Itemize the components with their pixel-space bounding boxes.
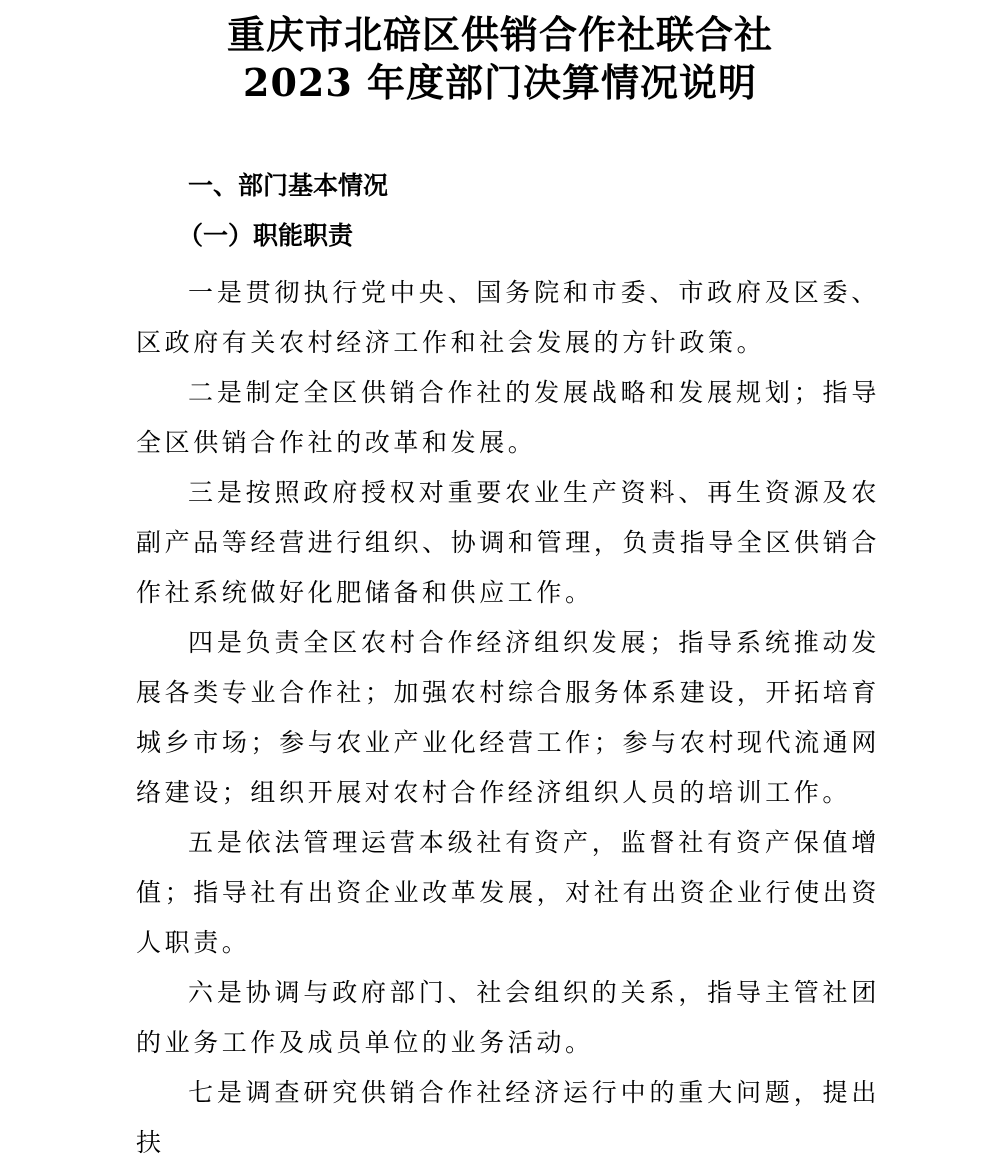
document-title-line1: 重庆市北碚区供销合作社联合社: [226, 12, 773, 57]
paragraph-duty-1: 一是贯彻执行党中央、国务院和市委、市政府及区委、区政府有关农村经济工作和社会发展的方针政策。: [136, 278, 880, 357]
document-title-line2: 2023 年度部门决算情况说明: [243, 60, 757, 105]
paragraph-duty-6: 六是协调与政府部门、社会组织的关系，指导主管社团的业务工作及成员单位的业务活动。: [136, 978, 880, 1057]
paragraph-duty-4: 四是负责全区农村合作经济组织发展；指导系统推动发展各类专业合作社；加强农村综合服务体系建设，开拓培育城乡市场；参与农业产业化经营工作；参与农村现代流通网络建设；组织开展对农村合作经济组织人员的培训工作。: [136, 628, 880, 807]
paragraph-duty-3: 三是按照政府授权对重要农业生产资料、再生资源及农副产品等经营进行组织、协调和管理，负责指导全区供销合作社系统做好化肥储备和供应工作。: [136, 478, 880, 607]
paragraph-duty-7: 七是调查研究供销合作社经济运行中的重大问题，提出扶: [136, 1078, 880, 1157]
document-body: [136, 268, 880, 1168]
paragraph-duty-2: 二是制定全区供销合作社的发展战略和发展规划；指导全区供销合作社的改革和发展。: [136, 378, 880, 457]
section-heading: 一、部门基本情况: [188, 171, 389, 200]
subsection-heading: （一）职能职责: [178, 221, 354, 250]
paragraph-duty-5: 五是依法管理运营本级社有资产，监督社有资产保值增值；指导社有出资企业改革发展，对社有出资企业行使出资人职责。: [136, 828, 880, 957]
